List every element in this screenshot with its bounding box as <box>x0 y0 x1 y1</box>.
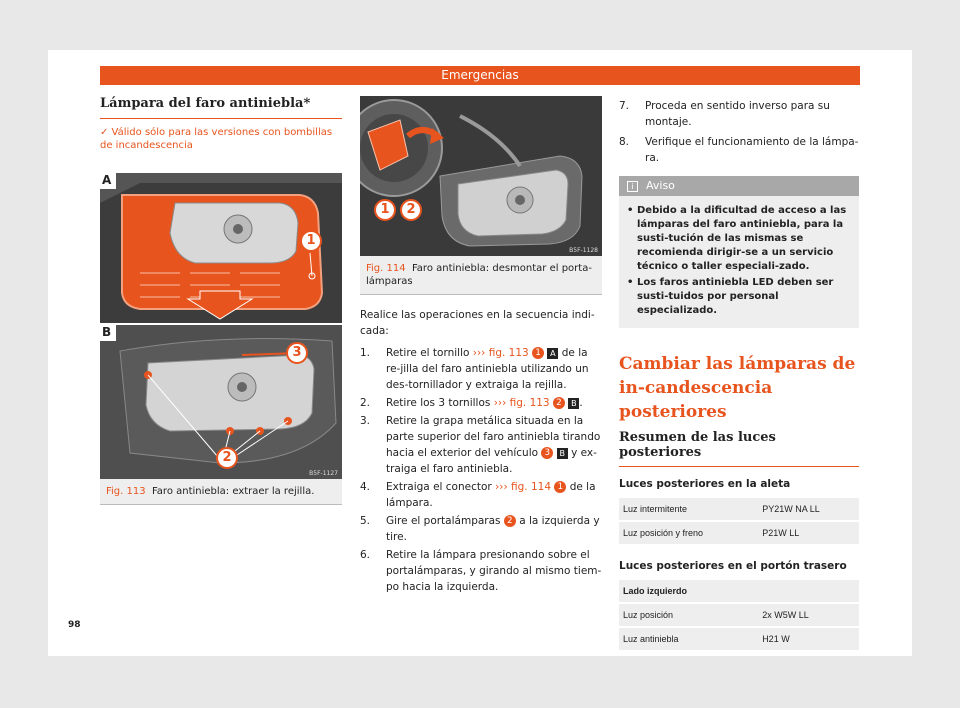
step-item <box>360 413 602 477</box>
aviso-header <box>619 176 859 196</box>
step-number: 8. <box>619 136 630 148</box>
table-cell: PY21W NA LL <box>758 498 859 520</box>
caption-number: Fig. 113 <box>106 486 146 497</box>
step-item <box>360 479 602 511</box>
panel-badge: B <box>568 398 579 409</box>
step-text: Proceda en sentido inverso para su montaje. <box>645 100 830 128</box>
aviso-bullet-text: Los faros antiniebla LED deben ser susti-tuidos por personal especializado. <box>637 277 834 316</box>
callout-2: 2 <box>400 199 422 221</box>
step-item <box>360 395 602 411</box>
step-item <box>360 345 602 393</box>
step-number: 7. <box>619 100 630 112</box>
step-text-post: de la re-jilla del faro antiniebla utilizando un des-tornillador y extraiga la rejilla. <box>386 347 589 391</box>
step-number: 6. <box>360 549 371 561</box>
figure-113-caption <box>100 479 342 505</box>
aviso-body <box>619 196 859 328</box>
aviso-bullet <box>627 276 851 318</box>
callout-badge: 1 <box>554 481 566 493</box>
figure-reference-link[interactable]: ››› fig. 113 <box>493 397 550 409</box>
figure-label-b: B <box>102 325 112 339</box>
step-text: Verifique el funcionamiento de la lámpa-ra. <box>645 136 859 164</box>
aviso-bullet <box>627 204 851 274</box>
step-list <box>360 345 602 595</box>
step-item <box>619 134 859 166</box>
callout-1: 1 <box>374 199 396 221</box>
aviso-notice-box <box>619 176 859 328</box>
figure-reference-link[interactable]: ››› fig. 114 <box>495 481 552 493</box>
step-text-pre: Gire el portalámparas <box>386 515 504 527</box>
bullet-dot: • <box>627 205 634 216</box>
aviso-title: Aviso <box>646 179 675 192</box>
step-text-post: de la lámpara. <box>386 481 596 509</box>
caption-text: Faro antiniebla: extraer la rejilla. <box>151 486 315 497</box>
step-number: 3. <box>360 415 371 427</box>
callout-badge: 2 <box>553 397 565 409</box>
step-text-pre: Extraiga el conector <box>386 481 496 493</box>
step-list-continued <box>619 98 859 166</box>
callout-3: 3 <box>286 342 308 364</box>
sub-heading: Resumen de las luces posteriores <box>619 430 859 467</box>
bulb-table-aleta <box>619 496 859 546</box>
bullet-dot: • <box>627 277 634 288</box>
step-text <box>386 345 602 393</box>
table-header-row <box>619 580 859 602</box>
step-text-pre: Retire la grapa metálica situada en la parte superior del faro antiniebla tirando hacia el exterior del vehículo <box>386 415 601 459</box>
table-cell: H21 W <box>758 628 859 650</box>
bulb-table-porton <box>619 578 859 652</box>
figure-114-caption <box>360 256 602 295</box>
figure-reference-link[interactable]: ››› fig. 113 <box>472 347 529 359</box>
callout-badge: 3 <box>541 447 553 459</box>
left-column <box>100 96 342 505</box>
step-text <box>386 479 602 511</box>
panel-badge: B <box>557 448 568 459</box>
figure-114-illustration <box>360 96 602 256</box>
table-row <box>619 604 859 626</box>
info-icon: i <box>627 181 638 192</box>
callout-badge: 1 <box>532 347 544 359</box>
table-cell: P21W LL <box>758 522 859 544</box>
figure-113-illustration <box>100 173 342 479</box>
step-text: Retire la lámpara presionando sobre el portalámparas, y girando al mismo tiem-po hacia la izquierda. <box>386 549 602 593</box>
figure-code: B5F-1127 <box>309 470 338 477</box>
table2-title: Luces posteriores en el portón trasero <box>619 560 847 572</box>
intro-text: Realice las operaciones en la secuencia indi-cada: <box>360 309 595 337</box>
figure-code: B5F-1128 <box>569 247 598 254</box>
step-item <box>360 513 602 545</box>
caption-text: Faro antiniebla: desmontar el porta-lámparas <box>366 263 592 287</box>
middle-column <box>360 96 602 597</box>
table-cell: 2x W5W LL <box>758 604 859 626</box>
step-text-post: y ex-traiga el faro antiniebla. <box>386 447 597 475</box>
figure-label-a: A <box>102 173 112 187</box>
aviso-bullet-text: Debido a la dificultad de acceso a las lámparas del faro antiniebla, para la susti-tución de las mismas se recomienda dirigir-se a un servicio técnico o taller especiali-zado. <box>637 205 847 272</box>
right-column <box>619 96 859 652</box>
table-cell: Luz intermitente <box>619 498 758 520</box>
page-number: 98 <box>68 620 81 630</box>
step-text <box>386 413 602 477</box>
step-number: 5. <box>360 515 371 527</box>
table-row <box>619 522 859 544</box>
step-text <box>386 513 602 545</box>
step-text-pre: Retire el tornillo <box>386 347 473 359</box>
step-number: 1. <box>360 347 371 359</box>
step-text-post: a la izquierda y tire. <box>386 515 600 543</box>
step-number: 2. <box>360 397 371 409</box>
table-cell: Luz antiniebla <box>619 628 758 650</box>
callout-badge: 2 <box>504 515 516 527</box>
availability-note: ✓ Válido sólo para las versiones con bombillas de incandescencia <box>100 127 333 151</box>
table-header-cell: Lado izquierdo <box>619 580 859 602</box>
table-cell: Luz posición y freno <box>619 522 758 544</box>
figure-113 <box>100 173 342 479</box>
callout-1: 1 <box>300 230 322 252</box>
section-title: Lámpara del faro antiniebla* <box>100 96 342 119</box>
step-text-pre: Retire los 3 tornillos <box>386 397 494 409</box>
step-text-post: . <box>579 397 583 409</box>
step-item <box>360 547 602 595</box>
table1-title: Luces posteriores en la aleta <box>619 478 791 490</box>
chapter-header: Emergencias <box>100 66 860 85</box>
table-row <box>619 628 859 650</box>
callout-2: 2 <box>216 447 238 469</box>
table-row <box>619 498 859 520</box>
figure-114 <box>360 96 602 256</box>
table-cell: Luz posición <box>619 604 758 626</box>
step-text <box>386 395 583 411</box>
step-number: 4. <box>360 481 371 493</box>
panel-badge: A <box>547 348 558 359</box>
main-heading: Cambiar las lámparas de in-candescencia posteriores <box>619 354 856 422</box>
caption-number: Fig. 114 <box>366 263 406 274</box>
step-item <box>619 98 859 130</box>
